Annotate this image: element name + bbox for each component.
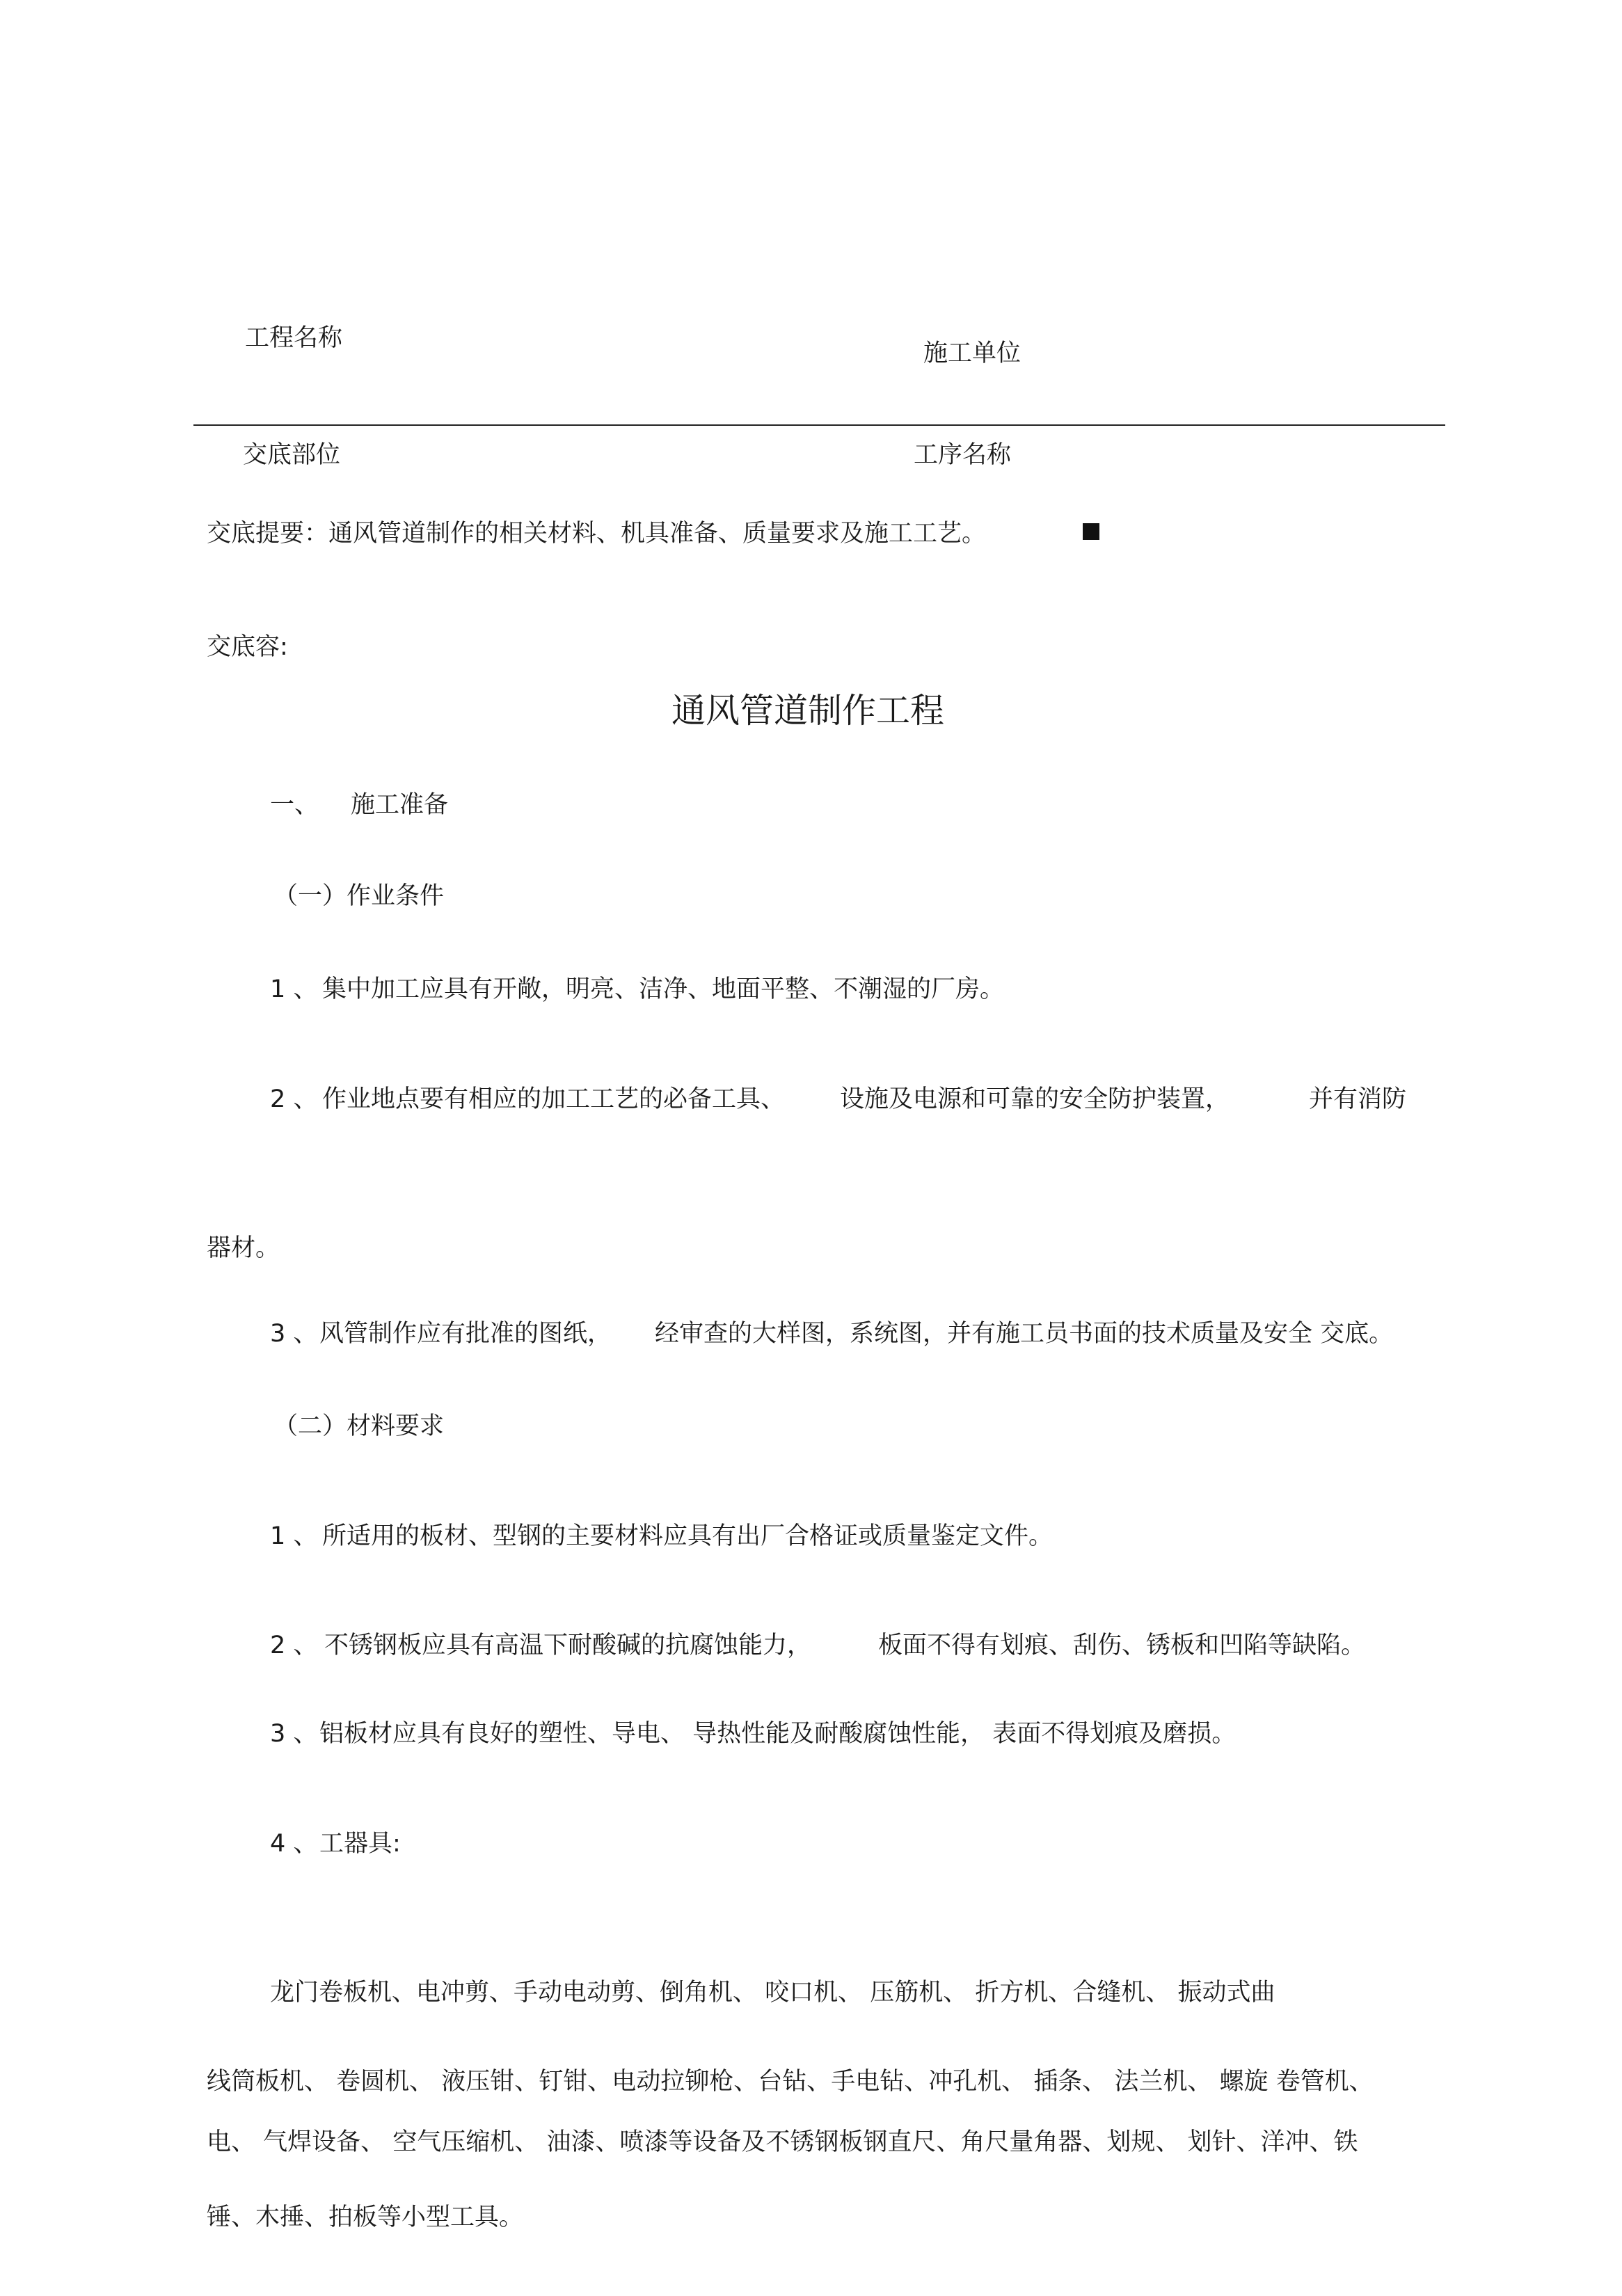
item-text: 并有消防 <box>1309 1085 1407 1113</box>
item-number: 4 、 <box>270 1830 318 1858</box>
summary-text: 交底提要：通风管道制作的相关材料、机具准备、质量要求及施工工艺。 <box>207 520 987 548</box>
header-divider <box>193 424 1445 426</box>
item-text: 不锈钢板应具有高温下耐酸碱的抗腐蚀能力， <box>324 1632 812 1659</box>
tools-line: 龙门卷板机、电冲剪、手动电动剪、倒角机、 咬口机、 压筋机、 折方机、合缝机、 振动式曲 <box>270 1979 1275 2007</box>
item-text: 工器具: <box>319 1830 401 1858</box>
process-name-label: 工序名称 <box>914 441 1012 469</box>
item-text-continued: 器材。 <box>207 1234 280 1262</box>
document-title: 通风管道制作工程 <box>671 691 945 731</box>
item-text: 设施及电源和可靠的安全防护装置， <box>840 1085 1230 1113</box>
item-number: 2 、 <box>270 1632 318 1659</box>
item-number: 3 、 <box>270 1720 318 1748</box>
section1-heading: 施工准备 <box>351 791 449 819</box>
item-text: 铝板材应具有良好的塑性、导电、 导热性能及耐酸腐蚀性能， 表面不得划痕及磨损。 <box>319 1720 1237 1748</box>
project-name-label: 工程名称 <box>245 324 343 352</box>
item-text: 板面不得有划痕、刮伤、锈板和凹陷等缺陷。 <box>878 1632 1366 1659</box>
construction-unit-label: 施工单位 <box>923 340 1021 367</box>
section1-number: 一、 <box>270 791 319 819</box>
tools-line: 锤、木捶、拍板等小型工具。 <box>207 2203 524 2231</box>
item-text: 风管制作应有批准的图纸， <box>319 1320 612 1348</box>
subsection1-heading: （一）作业条件 <box>273 882 445 910</box>
item-number: 3 、 <box>270 1320 318 1348</box>
tools-line: 电、 气焊设备、 空气压缩机、 油漆、喷漆等设备及不锈钢板钢直尺、角尺量角器、划规、 划针、洋冲、铁 <box>207 2128 1358 2156</box>
item-text: 所适用的板材、型钢的主要材料应具有出厂合格证或质量鉴定文件。 <box>322 1522 1053 1550</box>
square-bullet-icon <box>1083 523 1099 540</box>
item-text: 作业地点要有相应的加工工艺的必备工具、 <box>322 1085 786 1113</box>
item-number: 1 、 <box>270 975 318 1003</box>
content-label: 交底容: <box>207 633 288 661</box>
item-text: 集中加工应具有开敞，明亮、洁净、地面平整、不潮湿的厂房。 <box>322 975 1005 1003</box>
tools-line: 线筒板机、 卷圆机、 液压钳、钉钳、电动拉铆枪、台钻、手电钻、冲孔机、 插条、 法兰机、 螺旋 卷管机、 <box>207 2068 1374 2096</box>
subsection2-heading: （二）材料要求 <box>273 1412 445 1440</box>
item-number: 1 、 <box>270 1522 318 1550</box>
location-label: 交底部位 <box>243 441 341 469</box>
item-text: 经审查的大样图，系统图，并有施工员书面的技术质量及安全 交底。 <box>655 1320 1394 1348</box>
item-number: 2 、 <box>270 1085 318 1113</box>
